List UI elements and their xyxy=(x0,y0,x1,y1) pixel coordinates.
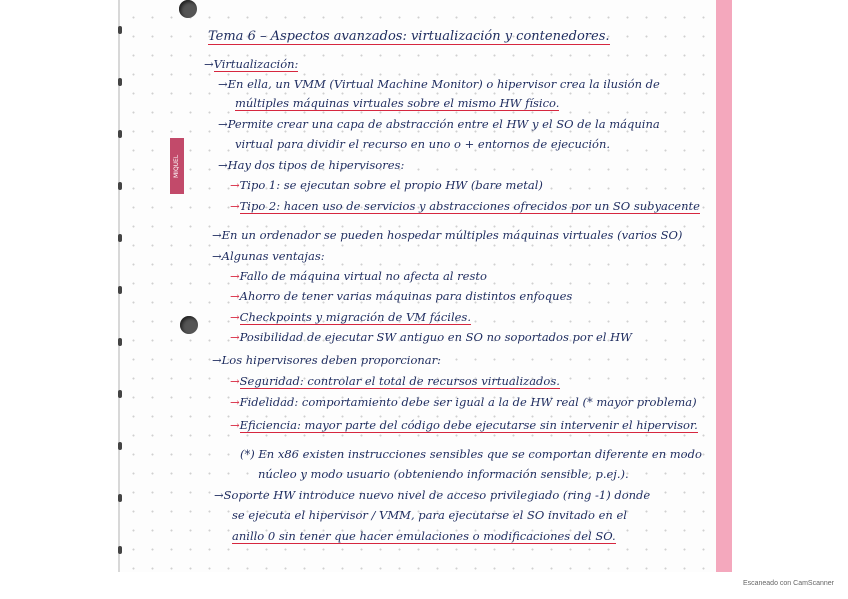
section-heading-text: Virtualización: xyxy=(213,57,299,71)
arrow-icon: → xyxy=(230,310,240,324)
spiral-tick xyxy=(118,286,122,294)
note-text: Seguridad: controlar el total de recursos virtualizados. xyxy=(239,374,560,388)
arrow-icon: → xyxy=(230,178,240,192)
side-stamp: MIQUEL xyxy=(170,138,184,194)
note-line xyxy=(218,77,660,91)
note-line xyxy=(232,508,627,522)
note-text: Los hipervisores deben proporcionar: xyxy=(221,353,442,367)
spiral-tick xyxy=(118,546,122,554)
arrow-icon: → xyxy=(230,199,240,213)
note-text: (*) En x86 existen instrucciones sensibles que se comportan diferente en modo xyxy=(240,447,702,461)
spiral-tick xyxy=(118,182,122,190)
spiral-tick xyxy=(118,494,122,502)
punch-hole-top xyxy=(179,0,197,18)
note-line xyxy=(230,330,632,344)
note-line xyxy=(230,310,471,324)
note-line xyxy=(258,467,629,481)
note-line xyxy=(218,117,660,131)
arrow-icon: → xyxy=(218,77,228,91)
spiral-tick xyxy=(118,234,122,242)
note-line xyxy=(212,228,682,242)
note-line xyxy=(240,447,702,461)
spiral-tick xyxy=(118,26,122,34)
note-line xyxy=(230,374,560,388)
scanner-watermark: Escaneado con CamScanner xyxy=(742,580,834,587)
note-line xyxy=(232,529,616,543)
note-text: Fallo de máquina virtual no afecta al resto xyxy=(239,269,487,283)
note-text: En ella, un VMM (Virtual Machine Monitor) o hipervisor crea la ilusión de xyxy=(227,77,660,91)
arrow-icon: → xyxy=(204,57,214,71)
arrow-icon: → xyxy=(230,395,240,409)
note-text: Posibilidad de ejecutar SW antiguo en SO no soportados por el HW xyxy=(239,330,632,344)
note-line xyxy=(235,96,559,110)
arrow-icon: → xyxy=(218,117,228,131)
note-line xyxy=(235,137,610,151)
arrow-icon: → xyxy=(218,158,228,172)
note-text: Checkpoints y migración de VM fáciles. xyxy=(239,310,471,324)
note-line xyxy=(214,488,650,502)
arrow-icon: → xyxy=(212,228,222,242)
arrow-icon: → xyxy=(230,374,240,388)
note-line xyxy=(218,158,404,172)
note-text: Fidelidad: comportamiento debe ser igual a la de HW real (* mayor problema) xyxy=(239,395,697,409)
spiral-tick xyxy=(118,78,122,86)
note-text: núcleo y modo usuario (obteniendo información sensible, p.ej.). xyxy=(258,467,629,481)
note-text: virtual para dividir el recurso en uno o + entornos de ejecución. xyxy=(235,137,611,151)
note-text: se ejecuta el hipervisor / VMM, para ejecutarse el SO invitado en el xyxy=(232,508,627,522)
note-text: Ahorro de tener varias máquinas para distintos enfoques xyxy=(239,289,573,303)
arrow-icon: → xyxy=(230,330,240,344)
arrow-icon: → xyxy=(230,418,240,432)
spiral-tick xyxy=(118,130,122,138)
page-title xyxy=(208,30,610,44)
page-margin-strip xyxy=(716,0,732,572)
note-line xyxy=(230,178,543,192)
arrow-icon: → xyxy=(230,269,240,283)
note-text: anillo 0 sin tener que hacer emulaciones o modificaciones del SO. xyxy=(232,529,616,543)
section-heading xyxy=(204,57,298,71)
note-line xyxy=(230,199,700,213)
arrow-icon: → xyxy=(230,289,240,303)
punch-hole-middle xyxy=(180,316,198,334)
note-text: Tipo 2: hacen uso de servicios y abstracciones ofrecidos por un SO subyacente xyxy=(239,199,700,213)
note-text: Soporte HW introduce nuevo nivel de acceso privilegiado (ring -1) donde xyxy=(223,488,651,502)
arrow-icon: → xyxy=(212,249,222,263)
note-text: Algunas ventajas: xyxy=(221,249,325,263)
note-line xyxy=(230,418,698,432)
note-text: Permite crear una capa de abstracción entre el HW y el SO de la máquina xyxy=(227,117,660,131)
spiral-tick xyxy=(118,390,122,398)
note-line xyxy=(230,289,572,303)
spiral-tick xyxy=(118,338,122,346)
note-text: Hay dos tipos de hipervisores: xyxy=(227,158,405,172)
arrow-icon: → xyxy=(212,353,222,367)
note-text: Tipo 1: se ejecutan sobre el propio HW (bare metal) xyxy=(239,178,543,192)
note-text: Eficiencia: mayor parte del código debe ejecutarse sin intervenir el hipervisor. xyxy=(239,418,698,432)
note-line xyxy=(212,353,441,367)
note-line xyxy=(212,249,325,263)
arrow-icon: → xyxy=(214,488,224,502)
note-line xyxy=(230,395,697,409)
spiral-tick xyxy=(118,442,122,450)
note-line xyxy=(230,269,487,283)
page-title-text: Tema 6 – Aspectos avanzados: virtualización y contenedores. xyxy=(208,29,610,44)
note-text: En un ordenador se pueden hospedar múltiples máquinas virtuales (varios SO) xyxy=(221,228,683,242)
note-text: múltiples máquinas virtuales sobre el mismo HW físico. xyxy=(235,96,560,110)
